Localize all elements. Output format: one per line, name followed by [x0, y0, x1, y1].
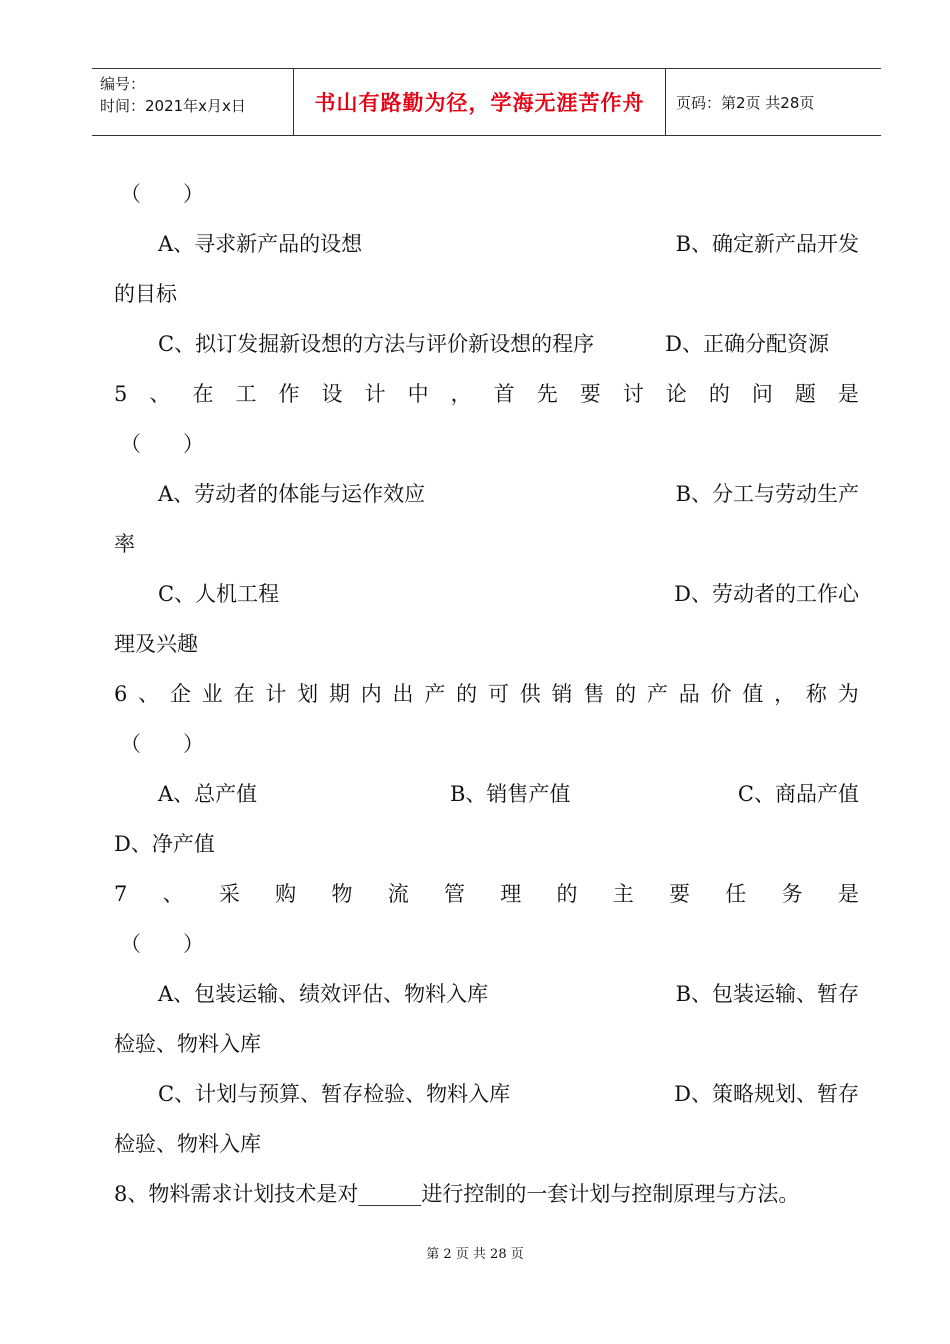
q7-option-b-cont: 检验、物料入库	[114, 1032, 261, 1056]
q4-option-a: A、寻求新产品的设想	[158, 232, 363, 256]
q7-stem-char: 任	[725, 882, 747, 906]
q4-option-b-cont: 的目标	[114, 282, 177, 306]
q6-stem-char: 称	[805, 682, 827, 706]
q7-stem-char: 是	[837, 882, 859, 906]
q5-paren: （ ）	[120, 432, 204, 456]
q6-stem-char: 划	[297, 682, 319, 706]
q6-stem-char: 出	[392, 682, 414, 706]
q7-stem-char: 、	[162, 882, 184, 906]
q4-option-b: B、确定新产品开发	[675, 232, 859, 256]
q6-stem-char: 供	[519, 682, 541, 706]
q7-stem-char: 理	[500, 882, 522, 906]
q6-stem-char: 可	[487, 682, 509, 706]
q5-stem-char: 中	[407, 382, 429, 406]
q5-stem-char: 讨	[622, 382, 644, 406]
q7-stem-char: 主	[612, 882, 634, 906]
q6-stem-char: 产	[424, 682, 446, 706]
q4-paren: （ ）	[120, 182, 204, 206]
q6-stem-char: 、	[138, 682, 160, 706]
q7-stem-char: 流	[387, 882, 409, 906]
q5-stem	[114, 380, 859, 408]
q6-stem-char: 在	[233, 682, 255, 706]
q6-stem-char: 值	[742, 682, 764, 706]
q5-stem-char: 要	[579, 382, 601, 406]
q5-option-b-cont: 率	[114, 532, 135, 556]
q7-stem-char: 7	[114, 882, 128, 906]
q6-option-d: D、净产值	[114, 832, 215, 856]
q7-stem-char: 管	[443, 882, 465, 906]
q6-stem-char: 期	[328, 682, 350, 706]
q5-stem-char: 的	[708, 382, 730, 406]
q6-stem-char: 计	[265, 682, 287, 706]
time-label: 时间：2021年x月x日	[100, 97, 246, 115]
q7-option-d: D、策略规划、暂存	[674, 1082, 859, 1106]
q7-stem-char: 的	[556, 882, 578, 906]
q6-stem-char: 为	[837, 682, 859, 706]
header-table	[92, 68, 881, 136]
q6-stem-char: 的	[456, 682, 478, 706]
q5-stem-char: 作	[278, 382, 300, 406]
q5-option-b: B、分工与劳动生产	[675, 482, 859, 506]
q6-stem	[114, 680, 859, 708]
q6-stem-char: 品	[678, 682, 700, 706]
q7-option-d-cont: 检验、物料入库	[114, 1132, 261, 1156]
q6-stem-char: 价	[710, 682, 732, 706]
q5-option-d-cont: 理及兴趣	[114, 632, 198, 656]
q6-stem-char: 6	[114, 682, 128, 706]
q7-paren: （ ）	[120, 932, 204, 956]
q6-stem-char: ，	[774, 682, 796, 706]
q5-stem-char: ，	[450, 382, 472, 406]
q6-stem-char: 企	[169, 682, 191, 706]
page-info: 页码：第2页 共28页	[676, 93, 815, 112]
q6-paren: （ ）	[120, 732, 204, 756]
q6-option-c: C、商品产值	[737, 782, 859, 806]
q5-option-c: C、人机工程	[158, 582, 280, 606]
q7-option-a: A、包装运输、绩效评估、物料入库	[158, 982, 489, 1006]
q5-stem-char: 、	[149, 382, 171, 406]
q6-option-a: A、总产值	[158, 782, 258, 806]
q5-stem-char: 题	[794, 382, 816, 406]
q5-stem-char: 在	[192, 382, 214, 406]
q6-stem-char: 售	[583, 682, 605, 706]
q7-option-b: B、包装运输、暂存	[675, 982, 859, 1006]
q5-stem-char: 是	[837, 382, 859, 406]
q5-stem-char: 首	[493, 382, 515, 406]
q4-option-c: C、拟订发掘新设想的方法与评价新设想的程序	[158, 332, 595, 356]
page-footer: 第 2 页 共 28 页	[426, 1247, 524, 1262]
q5-stem-char: 设	[321, 382, 343, 406]
q7-stem	[114, 880, 859, 908]
q5-stem-char: 问	[751, 382, 773, 406]
q5-stem-char: 计	[364, 382, 386, 406]
q5-stem-char: 先	[536, 382, 558, 406]
q7-stem-char: 物	[331, 882, 353, 906]
motto: 书山有路勤为径，学海无涯苦作舟	[293, 69, 666, 135]
q5-stem-char: 工	[235, 382, 257, 406]
q6-stem-char: 业	[201, 682, 223, 706]
q7-option-c: C、计划与预算、暂存检验、物料入库	[158, 1082, 511, 1106]
q6-stem-char: 产	[646, 682, 668, 706]
q7-stem-char: 务	[781, 882, 803, 906]
q6-stem-char: 内	[360, 682, 382, 706]
q7-stem-char: 采	[218, 882, 240, 906]
q7-stem-char: 要	[669, 882, 691, 906]
q5-stem-char: 论	[665, 382, 687, 406]
q6-stem-char: 销	[551, 682, 573, 706]
q8-stem: 8、物料需求计划技术是对______进行控制的一套计划与控制原理与方法。	[114, 1182, 800, 1206]
q5-option-d: D、劳动者的工作心	[674, 582, 859, 606]
q5-option-a: A、劳动者的体能与运作效应	[158, 482, 426, 506]
q5-stem-char: 5	[114, 382, 128, 406]
header-meta-cell	[92, 69, 293, 135]
q4-option-d: D、正确分配资源	[665, 332, 829, 356]
q6-stem-char: 的	[615, 682, 637, 706]
q7-stem-char: 购	[275, 882, 297, 906]
serial-label: 编号：	[100, 75, 146, 93]
q6-option-b: B、销售产值	[450, 782, 571, 806]
